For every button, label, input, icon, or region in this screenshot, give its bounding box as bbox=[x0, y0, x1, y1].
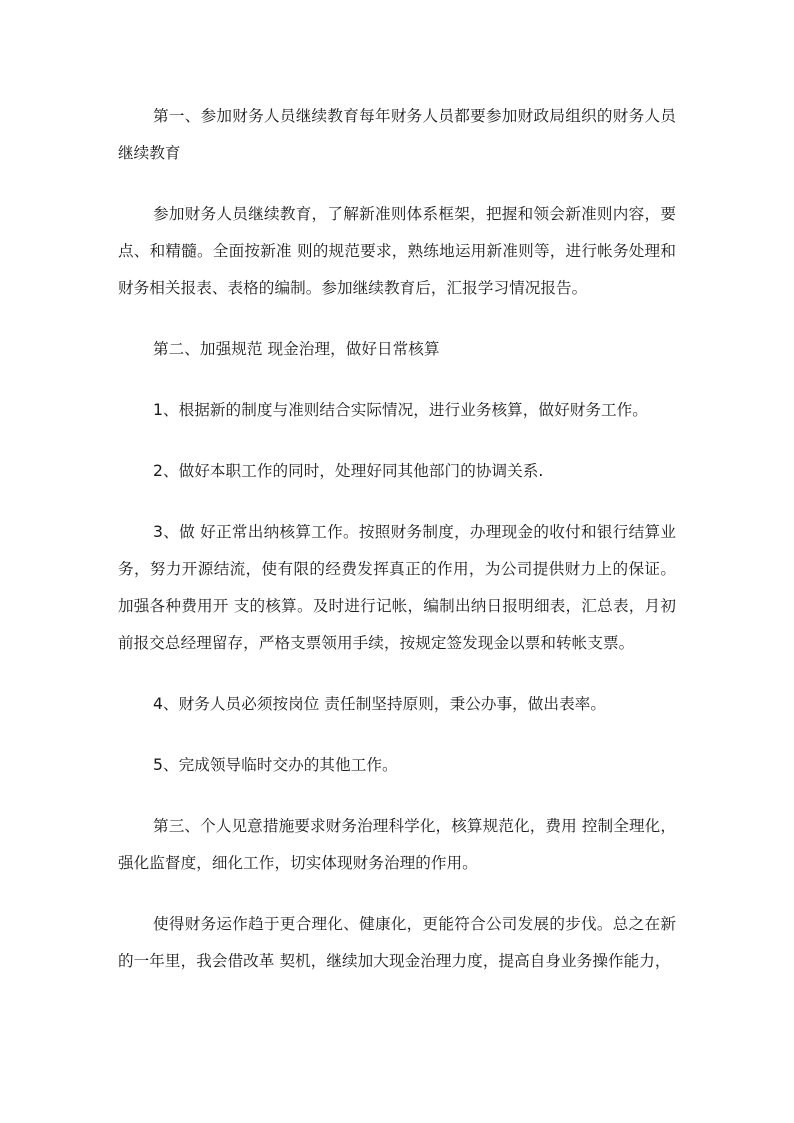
paragraph-measures-heading: 第三、个人见意措施要求财务治理科学化，核算规范化，费用 控制全理化，强化监督度，细化工作，切实体现财务治理的作用。 bbox=[118, 817, 676, 872]
paragraph-item-4: 4、财务人员必须按岗位 责任制坚持原则，秉公办事，做出表率。 bbox=[153, 695, 607, 713]
paragraph-cash-management-heading: 第二、加强规范 现金治理，做好日常核算 bbox=[153, 340, 440, 358]
paragraph-item-2: 2、做好本职工作的同时，处理好同其他部门的协调关系. bbox=[153, 462, 544, 480]
paragraph-continuing-education-heading: 第一、参加财务人员继续教育每年财务人员都要参加财政局组织的财务人员继续教育 bbox=[118, 107, 676, 162]
paragraph-item-5: 5、完成领导临时交办的其他工作。 bbox=[153, 756, 398, 774]
paragraph-conclusion: 使得财务运作趋于更合理化、健康化，更能符合公司发展的步伐。总之在新的一年里，我会借改革 契机，继续加大现金治理力度，提高自身业务操作能力， bbox=[118, 915, 676, 970]
paragraph-continuing-education-body: 参加财务人员继续教育，了解新准则体系框架，把握和领会新准则内容，要点、和精髓。全面按新准 则的规范要求，熟练地运用新准则等，进行帐务处理和财务相关报表、表格的编制。参加继续教育后，汇报学习情况报告。 bbox=[118, 205, 676, 297]
paragraph-item-1: 1、根据新的制度与准则结合实际情况，进行业务核算，做好财务工作。 bbox=[153, 401, 648, 419]
document-page bbox=[118, 98, 676, 980]
paragraph-item-3: 3、做 好正常出纳核算工作。按照财务制度，办理现金的收付和银行结算业务，努力开源结流，使有限的经费发挥真正的作用，为公司提供财力上的保证。加强各种费用开 支的核算。及时进行记帐，编制出纳日报明细表，汇总表，月初前报交总经理留存，严格支票领用手续，按规定签发现金以票和转帐支票。 bbox=[118, 523, 676, 652]
